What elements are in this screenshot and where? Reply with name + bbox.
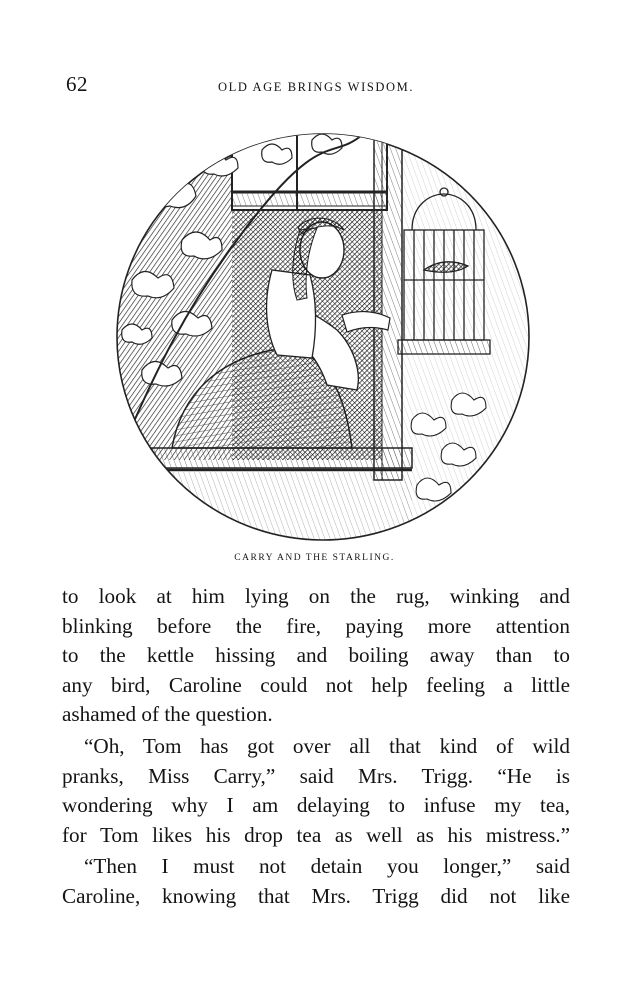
text-line: for Tom likes his drop tea as well as his mistress.” bbox=[62, 822, 570, 847]
text-line: pranks, Miss Carry,” said Mrs. Trigg. “He is bbox=[62, 763, 570, 788]
text-line: to look at him lying on the rug, winking and bbox=[62, 584, 570, 608]
text-line: ashamed of the question. bbox=[62, 702, 273, 727]
page-number: 62 bbox=[66, 72, 88, 96]
text-line: “Then I must not detain you longer,” said bbox=[84, 854, 570, 879]
engraving-illustration bbox=[112, 130, 534, 544]
text-line: any bird, Caroline could not help feeling a little bbox=[62, 672, 570, 697]
body-text bbox=[62, 582, 570, 912]
running-title: OLD AGE BRINGS WISDOM. bbox=[218, 80, 415, 94]
text-line: Caroline, knowing that Mrs. Trigg did not like bbox=[62, 883, 570, 908]
text-line: to the kettle hissing and boiling away than to bbox=[62, 643, 570, 668]
text-line: “Oh, Tom has got over all that kind of wild bbox=[84, 733, 570, 758]
illustration-caption: CARRY AND THE STARLING. bbox=[234, 553, 395, 563]
text-line: blinking before the fire, paying more attention bbox=[62, 613, 570, 638]
text-line: wondering why I am delaying to infuse my tea, bbox=[62, 793, 570, 818]
